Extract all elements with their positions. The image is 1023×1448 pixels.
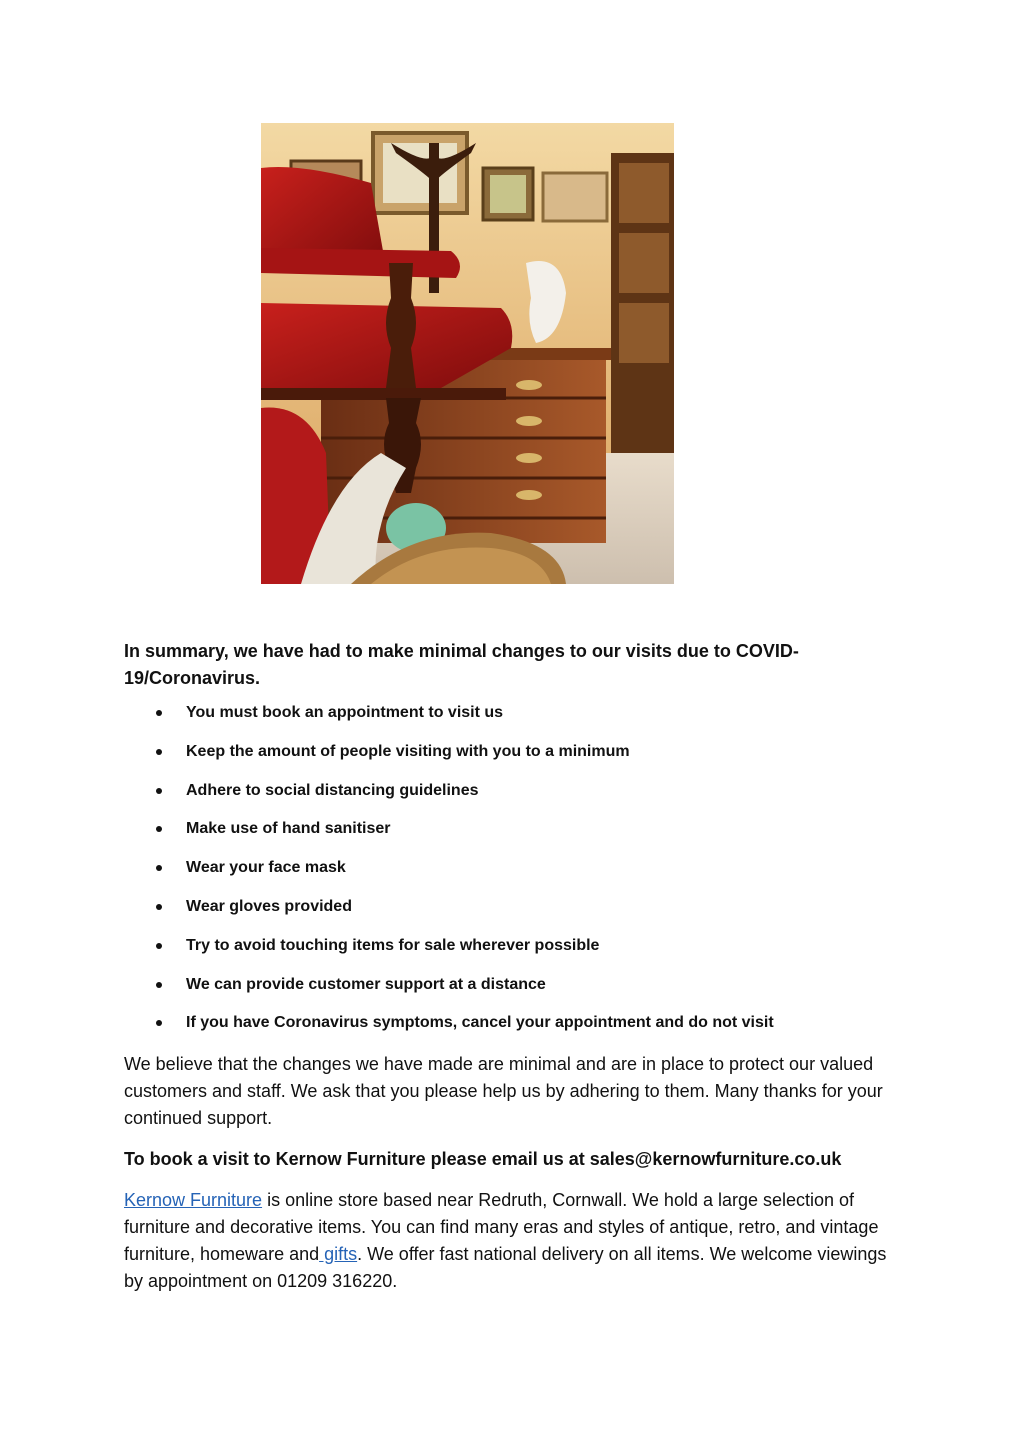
list-item (124, 1012, 904, 1051)
list-item (124, 780, 904, 819)
list-item-text: Keep the amount of people visiting with you to a minimum (186, 742, 630, 760)
list-item-text: We can provide customer support at a distance (186, 975, 546, 993)
list-item-text: You must book an appointment to visit us (186, 704, 504, 721)
about-paragraph (124, 1187, 904, 1295)
list-item-text: Make use of hand sanitiser (186, 820, 391, 838)
kernow-furniture-link[interactable]: Kernow Furniture (124, 1190, 263, 1211)
guidelines-list (124, 702, 904, 1051)
list-item (124, 896, 904, 935)
bullet-icon (156, 826, 162, 832)
list-item-text: Wear gloves provided (186, 897, 352, 915)
list-item (124, 974, 904, 1013)
furniture-showroom-photo (261, 123, 674, 584)
closing-paragraph: We believe that the changes we have made are minimal and are in place to protect our valued customers and staff. We ask that you please help us by adhering to them. Many thanks for your continued support. (124, 1054, 883, 1129)
content-area (124, 638, 904, 1295)
bullet-icon (156, 710, 162, 716)
list-item (124, 702, 904, 741)
bullet-icon (156, 749, 162, 755)
list-item-text: Wear your face mask (186, 859, 346, 877)
list-item (124, 857, 904, 896)
about-text-part-2: . We offer fast national delivery on all items. We welcome viewings by appointment on 01209 316220. (124, 1244, 887, 1292)
list-item-text: Try to avoid touching items for sale wherever possible (186, 936, 600, 954)
bullet-icon (156, 788, 162, 794)
bullet-icon (156, 865, 162, 871)
list-item (124, 935, 904, 974)
gifts-link[interactable]: gifts (319, 1244, 358, 1265)
list-item (124, 818, 904, 857)
list-item (124, 741, 904, 780)
bullet-icon (156, 904, 162, 910)
summary-heading: In summary, we have had to make minimal changes to our visits due to COVID-19/Coronavirus. (124, 641, 799, 688)
bullet-icon (156, 943, 162, 949)
list-item-text: If you have Coronavirus symptoms, cancel your appointment and do not visit (186, 1014, 774, 1032)
booking-instructions: To book a visit to Kernow Furniture please email us at sales@kernowfurniture.co.uk (124, 1149, 842, 1170)
bullet-icon (156, 1020, 162, 1026)
list-item-text: Adhere to social distancing guidelines (186, 781, 479, 799)
about-text-part-1: is online store based near Redruth, Cornwall. We hold a large selection of furniture and decorative items. You can find many eras and styles of antique, retro, and vintage furniture, homeware and (124, 1190, 879, 1265)
bullet-icon (156, 982, 162, 988)
